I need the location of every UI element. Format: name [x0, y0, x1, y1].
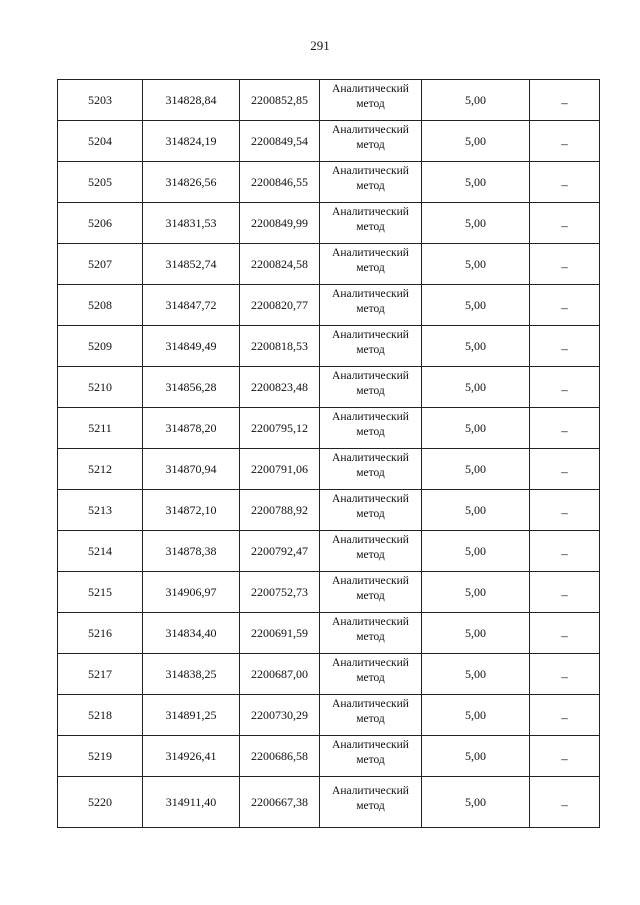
x-coordinate-cell: 314849,49: [143, 326, 240, 367]
table-row: [58, 244, 600, 285]
note-cell: [530, 244, 600, 285]
dash-mark: –: [561, 587, 568, 602]
method-line: метод: [356, 98, 385, 110]
point-id-cell: 5214: [58, 531, 143, 572]
method-line: метод: [356, 221, 385, 233]
y-coordinate-cell: 2200849,54: [240, 121, 320, 162]
method-line: метод: [356, 139, 385, 151]
error-cell: 5,00: [422, 449, 530, 490]
table-row: [58, 449, 600, 490]
table-row: [58, 613, 600, 654]
point-id-cell: 5209: [58, 326, 143, 367]
method-line: метод: [356, 262, 385, 274]
coordinates-table-body: [58, 80, 600, 828]
method-cell: [320, 777, 422, 828]
table-row: [58, 531, 600, 572]
table-row: [58, 736, 600, 777]
note-cell: [530, 367, 600, 408]
method-line: метод: [356, 754, 385, 766]
point-id-cell: 5212: [58, 449, 143, 490]
method-text: [332, 205, 409, 235]
note-cell: [530, 326, 600, 367]
x-coordinate-cell: 314878,38: [143, 531, 240, 572]
x-coordinate-cell: 314828,84: [143, 80, 240, 121]
method-text: [332, 697, 409, 727]
method-cell: [320, 408, 422, 449]
method-line: метод: [356, 508, 385, 520]
y-coordinate-cell: 2200686,58: [240, 736, 320, 777]
y-coordinate-cell: 2200852,85: [240, 80, 320, 121]
dash-mark: –: [561, 136, 568, 151]
note-cell: [530, 285, 600, 326]
method-cell: [320, 654, 422, 695]
method-cell: [320, 531, 422, 572]
dash-mark: –: [561, 95, 568, 110]
dash-mark: –: [561, 341, 568, 356]
method-line: метод: [356, 180, 385, 192]
y-coordinate-cell: 2200820,77: [240, 285, 320, 326]
method-line: Аналитический: [332, 657, 409, 669]
method-cell: [320, 285, 422, 326]
error-cell: 5,00: [422, 80, 530, 121]
dash-mark: –: [561, 751, 568, 766]
error-cell: 5,00: [422, 695, 530, 736]
table-row: [58, 80, 600, 121]
method-text: [332, 246, 409, 276]
y-coordinate-cell: 2200818,53: [240, 326, 320, 367]
point-id-cell: 5208: [58, 285, 143, 326]
method-line: метод: [356, 303, 385, 315]
error-cell: 5,00: [422, 531, 530, 572]
table-row: [58, 121, 600, 162]
x-coordinate-cell: 314824,19: [143, 121, 240, 162]
dash-mark: –: [561, 710, 568, 725]
note-cell: [530, 408, 600, 449]
note-cell: [530, 490, 600, 531]
point-id-cell: 5220: [58, 777, 143, 828]
method-text: [332, 533, 409, 563]
method-text: [332, 738, 409, 768]
method-line: Аналитический: [332, 616, 409, 628]
method-line: метод: [356, 800, 385, 812]
method-cell: [320, 695, 422, 736]
method-line: Аналитический: [332, 411, 409, 423]
point-id-cell: 5203: [58, 80, 143, 121]
method-line: метод: [356, 549, 385, 561]
y-coordinate-cell: 2200667,38: [240, 777, 320, 828]
method-text: [332, 369, 409, 399]
page-number: 291: [310, 38, 330, 53]
table-row: [58, 162, 600, 203]
method-cell: [320, 326, 422, 367]
method-cell: [320, 121, 422, 162]
y-coordinate-cell: 2200823,48: [240, 367, 320, 408]
dash-mark: –: [561, 628, 568, 643]
x-coordinate-cell: 314838,25: [143, 654, 240, 695]
x-coordinate-cell: 314870,94: [143, 449, 240, 490]
point-id-cell: 5218: [58, 695, 143, 736]
method-text: [332, 615, 409, 645]
y-coordinate-cell: 2200788,92: [240, 490, 320, 531]
method-line: Аналитический: [332, 575, 409, 587]
note-cell: [530, 203, 600, 244]
table-row: [58, 572, 600, 613]
x-coordinate-cell: 314872,10: [143, 490, 240, 531]
table-row: [58, 654, 600, 695]
method-text: [332, 784, 409, 814]
method-cell: [320, 244, 422, 285]
dash-mark: –: [561, 300, 568, 315]
dash-mark: –: [561, 218, 568, 233]
method-line: Аналитический: [332, 785, 409, 797]
method-cell: [320, 490, 422, 531]
note-cell: [530, 121, 600, 162]
note-cell: [530, 613, 600, 654]
point-id-cell: 5210: [58, 367, 143, 408]
y-coordinate-cell: 2200691,59: [240, 613, 320, 654]
x-coordinate-cell: 314906,97: [143, 572, 240, 613]
point-id-cell: 5207: [58, 244, 143, 285]
x-coordinate-cell: 314852,74: [143, 244, 240, 285]
dash-mark: –: [561, 505, 568, 520]
method-text: [332, 451, 409, 481]
point-id-cell: 5206: [58, 203, 143, 244]
point-id-cell: 5211: [58, 408, 143, 449]
dash-mark: –: [561, 669, 568, 684]
method-line: метод: [356, 672, 385, 684]
note-cell: [530, 80, 600, 121]
method-line: Аналитический: [332, 247, 409, 259]
y-coordinate-cell: 2200730,29: [240, 695, 320, 736]
note-cell: [530, 449, 600, 490]
method-line: Аналитический: [332, 206, 409, 218]
method-line: Аналитический: [332, 83, 409, 95]
error-cell: 5,00: [422, 244, 530, 285]
method-line: Аналитический: [332, 493, 409, 505]
table-row: [58, 408, 600, 449]
dash-mark: –: [561, 382, 568, 397]
method-line: метод: [356, 385, 385, 397]
method-line: Аналитический: [332, 329, 409, 341]
method-line: метод: [356, 631, 385, 643]
method-line: Аналитический: [332, 534, 409, 546]
error-cell: 5,00: [422, 285, 530, 326]
error-cell: 5,00: [422, 162, 530, 203]
point-id-cell: 5204: [58, 121, 143, 162]
error-cell: 5,00: [422, 367, 530, 408]
point-id-cell: 5205: [58, 162, 143, 203]
method-cell: [320, 572, 422, 613]
point-id-cell: 5219: [58, 736, 143, 777]
error-cell: 5,00: [422, 490, 530, 531]
method-text: [332, 656, 409, 686]
method-line: Аналитический: [332, 370, 409, 382]
dash-mark: –: [561, 546, 568, 561]
x-coordinate-cell: 314856,28: [143, 367, 240, 408]
table-row: [58, 490, 600, 531]
method-line: метод: [356, 426, 385, 438]
y-coordinate-cell: 2200795,12: [240, 408, 320, 449]
error-cell: 5,00: [422, 654, 530, 695]
method-text: [332, 410, 409, 440]
dash-mark: –: [561, 464, 568, 479]
dash-mark: –: [561, 177, 568, 192]
table-row: [58, 367, 600, 408]
error-cell: 5,00: [422, 408, 530, 449]
method-line: Аналитический: [332, 124, 409, 136]
method-cell: [320, 613, 422, 654]
y-coordinate-cell: 2200824,58: [240, 244, 320, 285]
point-id-cell: 5215: [58, 572, 143, 613]
method-line: Аналитический: [332, 698, 409, 710]
method-text: [332, 82, 409, 112]
method-text: [332, 123, 409, 153]
method-line: Аналитический: [332, 452, 409, 464]
y-coordinate-cell: 2200752,73: [240, 572, 320, 613]
x-coordinate-cell: 314831,53: [143, 203, 240, 244]
method-text: [332, 164, 409, 194]
method-line: метод: [356, 713, 385, 725]
method-cell: [320, 449, 422, 490]
x-coordinate-cell: 314826,56: [143, 162, 240, 203]
table-row: [58, 695, 600, 736]
method-cell: [320, 162, 422, 203]
y-coordinate-cell: 2200792,47: [240, 531, 320, 572]
error-cell: 5,00: [422, 613, 530, 654]
table-row: [58, 777, 600, 828]
point-id-cell: 5217: [58, 654, 143, 695]
method-line: Аналитический: [332, 165, 409, 177]
note-cell: [530, 572, 600, 613]
table-row: [58, 326, 600, 367]
method-text: [332, 287, 409, 317]
error-cell: 5,00: [422, 777, 530, 828]
note-cell: [530, 736, 600, 777]
error-cell: 5,00: [422, 736, 530, 777]
point-id-cell: 5216: [58, 613, 143, 654]
x-coordinate-cell: 314847,72: [143, 285, 240, 326]
method-text: [332, 328, 409, 358]
note-cell: [530, 777, 600, 828]
y-coordinate-cell: 2200849,99: [240, 203, 320, 244]
method-cell: [320, 80, 422, 121]
coordinates-table: [57, 79, 600, 828]
y-coordinate-cell: 2200846,55: [240, 162, 320, 203]
table-row: [58, 203, 600, 244]
table-row: [58, 285, 600, 326]
method-cell: [320, 203, 422, 244]
method-line: метод: [356, 467, 385, 479]
note-cell: [530, 654, 600, 695]
method-cell: [320, 367, 422, 408]
note-cell: [530, 531, 600, 572]
dash-mark: –: [561, 423, 568, 438]
x-coordinate-cell: 314834,40: [143, 613, 240, 654]
x-coordinate-cell: 314891,25: [143, 695, 240, 736]
method-cell: [320, 736, 422, 777]
method-line: Аналитический: [332, 739, 409, 751]
dash-mark: –: [561, 259, 568, 274]
error-cell: 5,00: [422, 572, 530, 613]
note-cell: [530, 695, 600, 736]
dash-mark: –: [561, 797, 568, 812]
method-text: [332, 574, 409, 604]
method-line: метод: [356, 590, 385, 602]
method-line: Аналитический: [332, 288, 409, 300]
x-coordinate-cell: 314911,40: [143, 777, 240, 828]
x-coordinate-cell: 314878,20: [143, 408, 240, 449]
error-cell: 5,00: [422, 121, 530, 162]
y-coordinate-cell: 2200687,00: [240, 654, 320, 695]
x-coordinate-cell: 314926,41: [143, 736, 240, 777]
y-coordinate-cell: 2200791,06: [240, 449, 320, 490]
method-text: [332, 492, 409, 522]
point-id-cell: 5213: [58, 490, 143, 531]
method-line: метод: [356, 344, 385, 356]
error-cell: 5,00: [422, 326, 530, 367]
note-cell: [530, 162, 600, 203]
error-cell: 5,00: [422, 203, 530, 244]
